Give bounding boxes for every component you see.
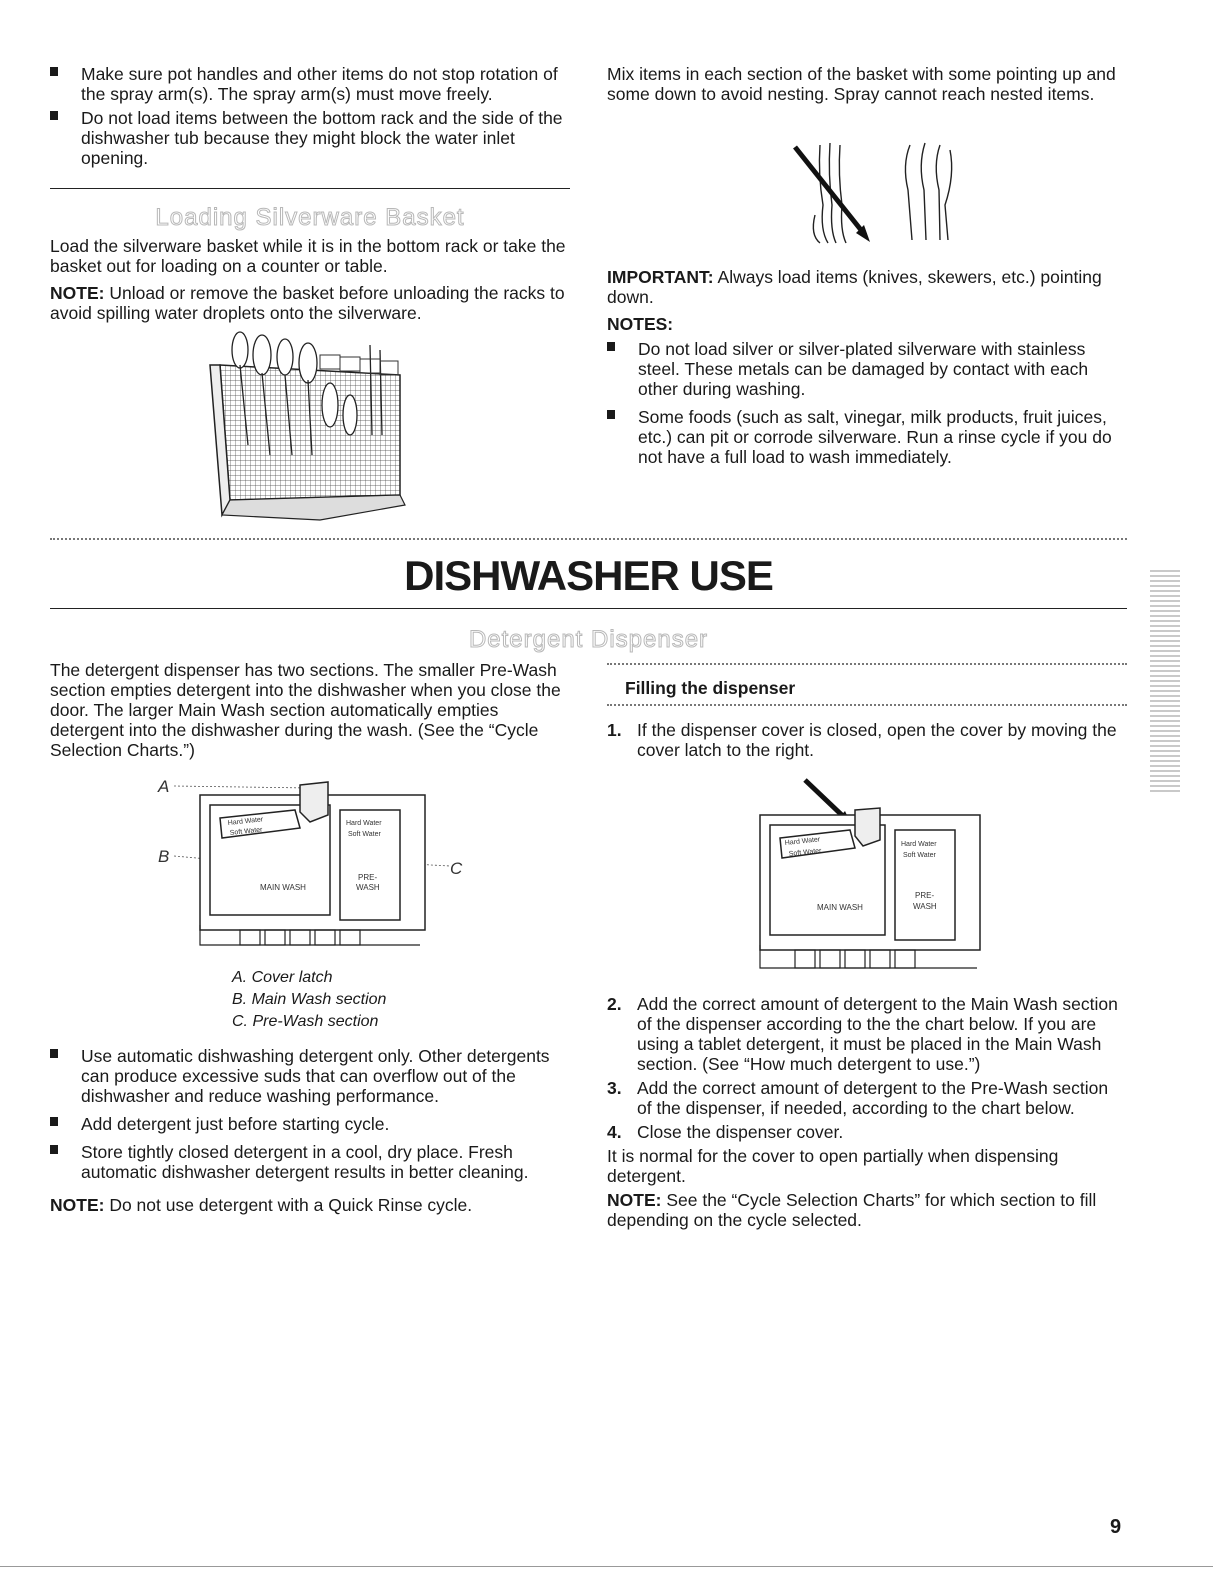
svg-text:Hard Water: Hard Water <box>227 816 264 827</box>
svg-text:MAIN WASH: MAIN WASH <box>817 903 863 912</box>
dispenser-open-image <box>745 770 985 980</box>
important-text: IMPORTANT: Always load items (knives, skewers, etc.) pointing down. <box>607 267 1102 307</box>
svg-text:Hard Water: Hard Water <box>346 820 382 827</box>
bullet-icon <box>50 67 58 76</box>
svg-text:Hard Water: Hard Water <box>901 841 937 848</box>
detergent-intro: The detergent dispenser has two sections. The smaller Pre-Wash section empties detergent into the dishwasher when you close the door. The larger Main Wash section automatically empties detergent into the dishwasher during the wash. (See the “Cycle Selection Charts.”) <box>50 660 561 760</box>
dotted-divider <box>607 663 1127 665</box>
filling-step-1: 1. If the dispenser cover is closed, open the cover by moving the cover latch to the right. <box>607 720 1117 760</box>
bullet-icon <box>50 1117 58 1126</box>
dotted-divider <box>607 704 1127 706</box>
list-item: Do not load silver or silver-plated silverware with stainless steel. These metals can be damaged by contact with each other during washing. <box>607 339 1127 399</box>
callout-c: C <box>450 859 463 878</box>
top-left-bullets <box>50 64 570 168</box>
filling-step-3: 3. Add the correct amount of detergent to the Pre-Wash section of the dispenser, if needed, according to the chart below. <box>607 1078 1109 1118</box>
filling-normal-text: It is normal for the cover to open partially when dispensing detergent. <box>607 1146 1059 1186</box>
divider <box>50 188 570 189</box>
svg-text:Soft Water: Soft Water <box>348 831 381 838</box>
svg-text:PRE-: PRE- <box>915 891 935 900</box>
callout-b: B <box>158 847 170 866</box>
bullet-icon <box>50 1145 58 1154</box>
bullet-icon <box>607 410 615 419</box>
bullet-icon <box>50 111 58 120</box>
list-item: Use automatic dishwashing detergent only. Other detergents can produce excessive suds that can overflow out of the dishwasher and reduce washing performance. <box>50 1046 570 1106</box>
silverware-mix-text: Mix items in each section of the basket with some pointing up and some down to avoid nesting. Spray cannot reach nested items. <box>607 64 1116 104</box>
svg-text:Hard Water: Hard Water <box>784 836 821 847</box>
svg-text:Soft Water: Soft Water <box>229 826 263 837</box>
list-item: Make sure pot handles and other items do not stop rotation of the spray arm(s). The spray arm(s) must move freely. <box>50 64 570 104</box>
svg-text:PRE-: PRE- <box>358 873 378 882</box>
side-tab-marker <box>1150 570 1180 795</box>
notes-list <box>607 339 1127 467</box>
silverware-basket-image <box>200 325 415 525</box>
list-item: Add detergent just before starting cycle. <box>50 1114 570 1134</box>
detergent-bullets <box>50 1046 570 1182</box>
section-heading-silverware: Loading Silverware Basket <box>155 204 465 231</box>
svg-text:Soft Water: Soft Water <box>903 852 936 859</box>
filling-step-4: 4. Close the dispenser cover. <box>607 1122 844 1142</box>
list-item: Do not load items between the bottom rack and the side of the dishwasher tub because they might block the water inlet opening. <box>50 108 570 168</box>
silverware-note: NOTE: Unload or remove the basket before unloading the racks to avoid spilling water droplets onto the silverware. <box>50 283 565 323</box>
dotted-divider <box>50 538 1127 540</box>
bullet-icon <box>50 1049 58 1058</box>
section-title: DISHWASHER USE <box>404 552 773 599</box>
diagram-captions: A. Cover latch B. Main Wash section C. Pre-Wash section <box>232 969 387 1030</box>
svg-text:WASH: WASH <box>356 883 380 892</box>
filling-steps <box>607 994 1127 1230</box>
page-edge <box>0 1566 1213 1567</box>
bullet-icon <box>607 342 615 351</box>
section-heading-detergent: Detergent Dispenser <box>468 626 709 653</box>
filling-step-2: 2. Add the correct amount of detergent to the Main Wash section of the dispenser according to the the chart below. If you are using a tablet detergent, it must be placed in the Main Wash section. (See “How much detergent to use.”) <box>607 994 1118 1074</box>
svg-text:WASH: WASH <box>913 902 937 911</box>
svg-text:MAIN WASH: MAIN WASH <box>260 883 306 892</box>
silverware-intro: Load the silverware basket while it is in the bottom rack or take the basket out for loading on a counter or table. <box>50 236 566 276</box>
list-item: Some foods (such as salt, vinegar, milk products, fruit juices, etc.) can pit or corrode silverware. Run a rinse cycle if you do not have a full load to wash immediately. <box>607 407 1127 467</box>
page-number: 9 <box>1110 1516 1122 1538</box>
svg-text:Soft Water: Soft Water <box>788 847 822 858</box>
detergent-note: NOTE: Do not use detergent with a Quick Rinse cycle. <box>50 1195 473 1215</box>
notes-label: NOTES: <box>607 314 674 334</box>
callout-a: A <box>158 777 170 796</box>
dispenser-diagram <box>150 770 463 965</box>
utensils-direction-image <box>790 135 965 245</box>
filling-note: NOTE: See the “Cycle Selection Charts” for which section to fill depending on the cycle selected. <box>607 1190 1097 1230</box>
list-item: Store tightly closed detergent in a cool, dry place. Fresh automatic dishwasher detergent results in better cleaning. <box>50 1142 570 1182</box>
filling-heading: Filling the dispenser <box>625 678 796 698</box>
divider <box>50 608 1127 609</box>
